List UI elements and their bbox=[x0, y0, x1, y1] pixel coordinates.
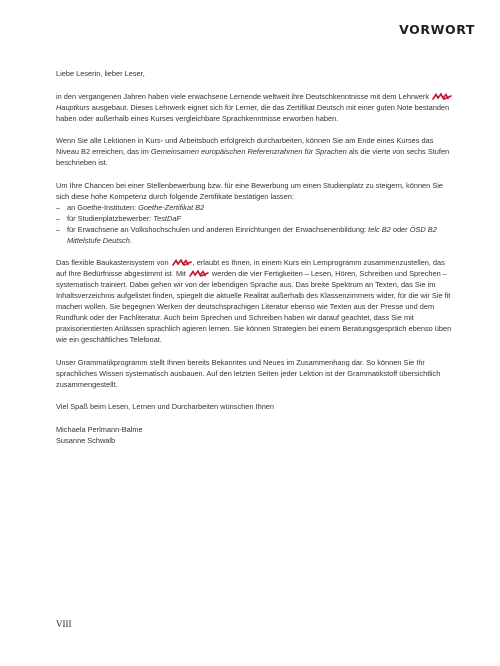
paragraph-2 bbox=[56, 135, 456, 168]
paragraph-1 bbox=[56, 91, 456, 124]
text: werden die vier Fertigkeiten – Lesen, Hören, Schreiben und Sprechen – systematisch trainiert. Dabei gehen wir von der lebendigen Sprache aus. Das breite Spektrum an Texten, das Sie im Inhaltsverzeichnis aufgelistet finden, spiegelt die aktuelle Realität außerhalb des Klassenzimmers wider, für die wir Sie fit machen wollen. Sie begegnen Werken der deutschsprachigen Literatur ebenso wie Texten aus der Presse und dem Rundfunk oder der Fachliteratur. Auch beim Sprechen und Schreiben haben wir darauf geachtet, dass Sie mit praxisorientierten Anlässen sprachlich agieren lernen. Sie können Strategien bei einem Beratungsgespräch ebenso üben wie ein geschäftliches Telefonat. bbox=[56, 269, 452, 344]
paragraph-5: Unser Grammatikprogramm stellt Ihnen bereits Bekanntes und Neues im Zusammenhang dar. So können Sie Ihr sprachliches Wissen systematisch ausbauen. Auf den letzten Seiten jeder Lektion ist der Grammatikstoff übersichtlich zusammengestellt. bbox=[56, 357, 441, 389]
greeting: Liebe Leserin, lieber Leser, bbox=[56, 69, 145, 78]
em-logo-icon bbox=[189, 270, 209, 277]
page-number: VIII bbox=[56, 619, 72, 629]
list-item: – an Goethe-Instituten: Goethe-Zertifikat B2 bbox=[56, 202, 456, 213]
text: Um Ihre Chancen bei einer Stellenbewerbung bzw. für eine Bewerbung um einen Studienplatz zu steigern, können Sie sich diese hohe Kompetenz durch folgende Zertifikate bestätigen lassen: bbox=[56, 180, 444, 201]
closing-line: Viel Spaß beim Lesen, Lernen und Durcharbeiten wünschen Ihnen bbox=[56, 402, 275, 411]
list-item: – für Studienplatzbewerber: TestDaF bbox=[56, 213, 456, 224]
page-title: VORWORT bbox=[399, 22, 475, 37]
text: in den vergangenen Jahren haben viele erwachsene Lernende weltweit ihre Deutschkenntnisse mit dem Lehrwerk bbox=[56, 91, 432, 101]
text: , erlaubt es Ihnen, in einem Kurs ein Lernprogramm zusammenzustellen, das auf Ihre Bedürfnisse abgestimmt ist. Mit bbox=[56, 258, 445, 278]
paragraph-4 bbox=[56, 257, 456, 345]
em-logo-icon bbox=[172, 259, 192, 266]
framework-title: Gemeinsamen europäischen Referenzrahmen für Sprachen bbox=[150, 147, 347, 156]
text: ausgebaut. Dieses Lehrwerk eignet sich für Lerner, die das Zertifikat Deutsch mit einer guten Note bestanden haben oder außerhalb eines Kurses vergleichbare Sprachkenntnisse erworben haben. bbox=[56, 102, 450, 123]
author-name: Susanne Schwalb bbox=[56, 435, 116, 445]
text: Wenn Sie alle Lektionen in Kurs- und Arbeitsbuch erfolgreich durcharbeiten, können Sie am Ende eines Kurses das Niveau B2 erreichen, das im bbox=[56, 136, 434, 156]
preface-body bbox=[56, 68, 456, 446]
signature-block bbox=[56, 424, 456, 446]
paragraph-3 bbox=[56, 180, 456, 202]
certificate-list bbox=[56, 202, 456, 246]
list-item: – für Erwachsene an Volkshochschulen und anderen Einrichtungen der Erwachsenenbildung: telc B2 oder ÖSD B2 Mittelstufe Deutsch. bbox=[56, 224, 456, 246]
text: als die vierte von sechs Stufen beschrieben ist. bbox=[56, 147, 450, 167]
book-title: Hauptkurs bbox=[56, 102, 90, 112]
text: Das flexible Baukastensystem von bbox=[56, 258, 171, 267]
em-logo-icon bbox=[432, 93, 452, 100]
author-name: Michaela Perlmann-Balme bbox=[56, 424, 143, 434]
